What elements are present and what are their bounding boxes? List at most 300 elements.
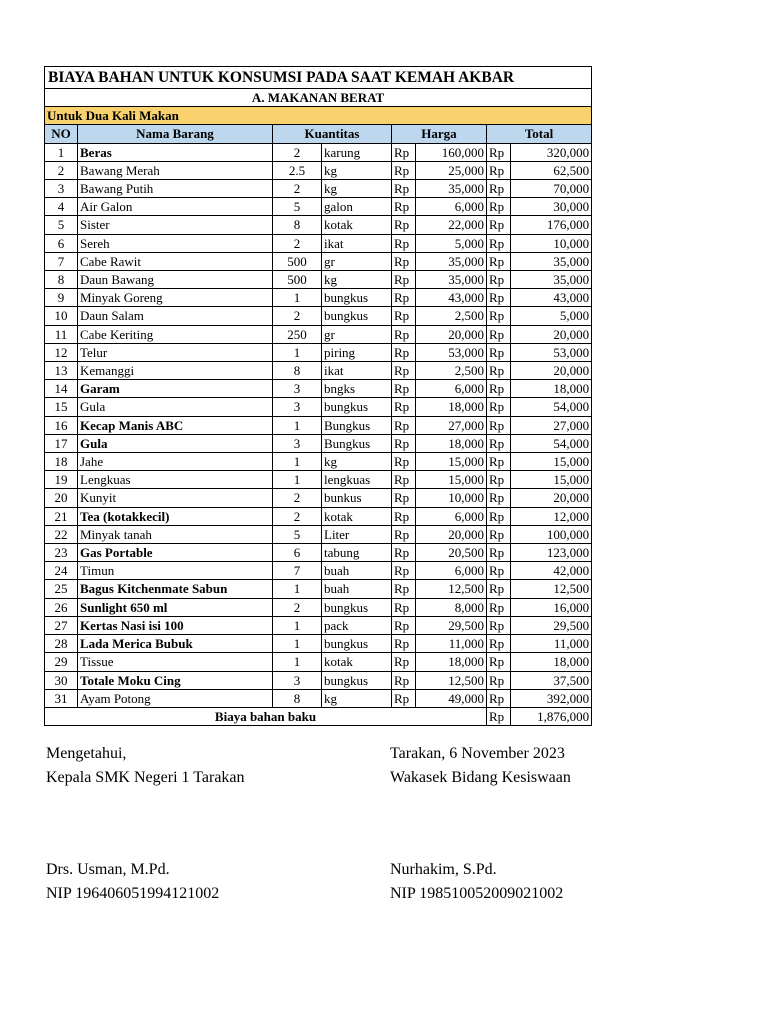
item-qty: 1 bbox=[273, 471, 322, 489]
item-name: Tissue bbox=[78, 653, 273, 671]
section-heading: A. MAKANAN BERAT bbox=[45, 89, 592, 107]
item-qty: 3 bbox=[273, 398, 322, 416]
item-qty: 1 bbox=[273, 635, 322, 653]
sig-left-nip: NIP 196406051994121002 bbox=[46, 885, 220, 902]
item-price: 43,000 bbox=[416, 289, 487, 307]
item-qty: 2.5 bbox=[273, 161, 322, 179]
item-total: 54,000 bbox=[511, 434, 592, 452]
item-no: 9 bbox=[45, 289, 78, 307]
item-no: 7 bbox=[45, 252, 78, 270]
total-currency: Rp bbox=[487, 689, 511, 707]
table-row bbox=[45, 271, 592, 289]
total-currency: Rp bbox=[487, 234, 511, 252]
total-currency: Rp bbox=[487, 252, 511, 270]
item-price: 22,000 bbox=[416, 216, 487, 234]
table-row bbox=[45, 252, 592, 270]
total-currency: Rp bbox=[487, 180, 511, 198]
total-currency: Rp bbox=[487, 416, 511, 434]
price-currency: Rp bbox=[392, 580, 416, 598]
item-unit: gr bbox=[322, 325, 392, 343]
item-total: 20,000 bbox=[511, 362, 592, 380]
total-currency: Rp bbox=[487, 616, 511, 634]
item-no: 6 bbox=[45, 234, 78, 252]
price-currency: Rp bbox=[392, 689, 416, 707]
item-unit: bungkus bbox=[322, 289, 392, 307]
item-qty: 500 bbox=[273, 271, 322, 289]
item-qty: 1 bbox=[273, 453, 322, 471]
item-total: 392,000 bbox=[511, 689, 592, 707]
cost-table bbox=[44, 66, 592, 726]
total-currency: Rp bbox=[487, 507, 511, 525]
item-name: Totale Moku Cing bbox=[78, 671, 273, 689]
item-unit: Bungkus bbox=[322, 416, 392, 434]
item-price: 18,000 bbox=[416, 653, 487, 671]
price-currency: Rp bbox=[392, 307, 416, 325]
sheet-title: BIAYA BAHAN UNTUK KONSUMSI PADA SAAT KEMAH AKBAR bbox=[45, 67, 592, 89]
item-unit: ikat bbox=[322, 362, 392, 380]
item-qty: 5 bbox=[273, 198, 322, 216]
total-currency: Rp bbox=[487, 398, 511, 416]
item-name: Air Galon bbox=[78, 198, 273, 216]
price-currency: Rp bbox=[392, 216, 416, 234]
item-unit: ikat bbox=[322, 234, 392, 252]
total-currency: Rp bbox=[487, 216, 511, 234]
item-name: Gula bbox=[78, 398, 273, 416]
item-unit: kg bbox=[322, 689, 392, 707]
total-currency: Rp bbox=[487, 380, 511, 398]
item-name: Daun Salam bbox=[78, 307, 273, 325]
table-row bbox=[45, 598, 592, 616]
item-total: 12,000 bbox=[511, 507, 592, 525]
table-row bbox=[45, 434, 592, 452]
table-row bbox=[45, 689, 592, 707]
item-unit: gr bbox=[322, 252, 392, 270]
item-no: 22 bbox=[45, 525, 78, 543]
item-no: 31 bbox=[45, 689, 78, 707]
item-no: 10 bbox=[45, 307, 78, 325]
item-name: Sunlight 650 ml bbox=[78, 598, 273, 616]
table-row bbox=[45, 362, 592, 380]
subsection-heading: Untuk Dua Kali Makan bbox=[45, 107, 592, 125]
total-currency: Rp bbox=[487, 653, 511, 671]
item-name: Jahe bbox=[78, 453, 273, 471]
item-total: 15,000 bbox=[511, 453, 592, 471]
price-currency: Rp bbox=[392, 598, 416, 616]
item-no: 15 bbox=[45, 398, 78, 416]
sig-left-line2: Kepala SMK Negeri 1 Tarakan bbox=[46, 769, 245, 786]
item-price: 35,000 bbox=[416, 271, 487, 289]
item-price: 6,000 bbox=[416, 198, 487, 216]
item-price: 15,000 bbox=[416, 453, 487, 471]
item-total: 20,000 bbox=[511, 325, 592, 343]
item-price: 6,000 bbox=[416, 507, 487, 525]
item-name: Kunyit bbox=[78, 489, 273, 507]
grand-total-value: 1,876,000 bbox=[511, 707, 592, 725]
item-name: Garam bbox=[78, 380, 273, 398]
price-currency: Rp bbox=[392, 489, 416, 507]
item-no: 30 bbox=[45, 671, 78, 689]
item-no: 25 bbox=[45, 580, 78, 598]
item-price: 5,000 bbox=[416, 234, 487, 252]
item-unit: bungkus bbox=[322, 671, 392, 689]
item-price: 15,000 bbox=[416, 471, 487, 489]
table-row bbox=[45, 453, 592, 471]
item-unit: karung bbox=[322, 143, 392, 161]
price-currency: Rp bbox=[392, 635, 416, 653]
item-qty: 5 bbox=[273, 525, 322, 543]
header-price: Harga bbox=[392, 125, 487, 143]
price-currency: Rp bbox=[392, 289, 416, 307]
item-qty: 250 bbox=[273, 325, 322, 343]
item-no: 23 bbox=[45, 544, 78, 562]
price-currency: Rp bbox=[392, 362, 416, 380]
item-name: Timun bbox=[78, 562, 273, 580]
item-name: Lada Merica Bubuk bbox=[78, 635, 273, 653]
table-row bbox=[45, 325, 592, 343]
item-qty: 3 bbox=[273, 434, 322, 452]
price-currency: Rp bbox=[392, 416, 416, 434]
item-total: 18,000 bbox=[511, 380, 592, 398]
item-total: 35,000 bbox=[511, 252, 592, 270]
table-row bbox=[45, 380, 592, 398]
signature-left bbox=[46, 742, 245, 906]
price-currency: Rp bbox=[392, 234, 416, 252]
item-unit: bungkus bbox=[322, 598, 392, 616]
item-qty: 2 bbox=[273, 598, 322, 616]
header-no: NO bbox=[45, 125, 78, 143]
price-currency: Rp bbox=[392, 271, 416, 289]
item-unit: piring bbox=[322, 343, 392, 361]
item-no: 3 bbox=[45, 180, 78, 198]
total-currency: Rp bbox=[487, 671, 511, 689]
item-name: Lengkuas bbox=[78, 471, 273, 489]
item-total: 27,000 bbox=[511, 416, 592, 434]
item-no: 16 bbox=[45, 416, 78, 434]
item-qty: 1 bbox=[273, 653, 322, 671]
item-name: Minyak Goreng bbox=[78, 289, 273, 307]
table-row bbox=[45, 307, 592, 325]
total-currency: Rp bbox=[487, 489, 511, 507]
item-qty: 3 bbox=[273, 380, 322, 398]
total-currency: Rp bbox=[487, 362, 511, 380]
total-currency: Rp bbox=[487, 598, 511, 616]
table-header bbox=[45, 125, 592, 143]
total-currency: Rp bbox=[487, 525, 511, 543]
item-unit: Bungkus bbox=[322, 434, 392, 452]
item-total: 29,500 bbox=[511, 616, 592, 634]
item-qty: 2 bbox=[273, 307, 322, 325]
item-total: 123,000 bbox=[511, 544, 592, 562]
item-unit: galon bbox=[322, 198, 392, 216]
item-price: 12,500 bbox=[416, 671, 487, 689]
item-price: 49,000 bbox=[416, 689, 487, 707]
item-unit: bungkus bbox=[322, 307, 392, 325]
table-row bbox=[45, 580, 592, 598]
item-no: 5 bbox=[45, 216, 78, 234]
total-currency: Rp bbox=[487, 143, 511, 161]
item-total: 54,000 bbox=[511, 398, 592, 416]
item-name: Cabe Rawit bbox=[78, 252, 273, 270]
item-name: Sereh bbox=[78, 234, 273, 252]
price-currency: Rp bbox=[392, 325, 416, 343]
item-price: 8,000 bbox=[416, 598, 487, 616]
item-qty: 1 bbox=[273, 616, 322, 634]
item-total: 15,000 bbox=[511, 471, 592, 489]
item-name: Kecap Manis ABC bbox=[78, 416, 273, 434]
item-no: 21 bbox=[45, 507, 78, 525]
item-total: 37,500 bbox=[511, 671, 592, 689]
sig-right-name: Nurhakim, S.Pd. bbox=[390, 861, 497, 878]
sig-right-line1: Tarakan, 6 November 2023 bbox=[390, 745, 565, 762]
item-price: 6,000 bbox=[416, 562, 487, 580]
item-unit: Liter bbox=[322, 525, 392, 543]
item-no: 19 bbox=[45, 471, 78, 489]
item-price: 25,000 bbox=[416, 161, 487, 179]
total-currency: Rp bbox=[487, 453, 511, 471]
item-unit: kg bbox=[322, 180, 392, 198]
item-price: 29,500 bbox=[416, 616, 487, 634]
price-currency: Rp bbox=[392, 161, 416, 179]
item-qty: 2 bbox=[273, 234, 322, 252]
item-total: 42,000 bbox=[511, 562, 592, 580]
item-unit: kg bbox=[322, 453, 392, 471]
price-currency: Rp bbox=[392, 671, 416, 689]
item-price: 18,000 bbox=[416, 398, 487, 416]
item-no: 1 bbox=[45, 143, 78, 161]
header-name: Nama Barang bbox=[78, 125, 273, 143]
item-price: 20,000 bbox=[416, 325, 487, 343]
item-unit: kg bbox=[322, 271, 392, 289]
item-price: 18,000 bbox=[416, 434, 487, 452]
item-qty: 8 bbox=[273, 689, 322, 707]
table-row bbox=[45, 489, 592, 507]
item-name: Kertas Nasi isi 100 bbox=[78, 616, 273, 634]
price-currency: Rp bbox=[392, 434, 416, 452]
header-qty: Kuantitas bbox=[273, 125, 392, 143]
item-qty: 2 bbox=[273, 507, 322, 525]
item-price: 35,000 bbox=[416, 252, 487, 270]
item-total: 62,500 bbox=[511, 161, 592, 179]
table-row bbox=[45, 471, 592, 489]
grand-total-currency: Rp bbox=[487, 707, 511, 725]
item-unit: buah bbox=[322, 580, 392, 598]
item-price: 20,500 bbox=[416, 544, 487, 562]
item-total: 70,000 bbox=[511, 180, 592, 198]
item-qty: 500 bbox=[273, 252, 322, 270]
table-row bbox=[45, 507, 592, 525]
item-price: 20,000 bbox=[416, 525, 487, 543]
price-currency: Rp bbox=[392, 453, 416, 471]
item-qty: 1 bbox=[273, 416, 322, 434]
item-name: Sister bbox=[78, 216, 273, 234]
item-unit: kotak bbox=[322, 507, 392, 525]
total-currency: Rp bbox=[487, 271, 511, 289]
item-no: 12 bbox=[45, 343, 78, 361]
total-currency: Rp bbox=[487, 434, 511, 452]
item-no: 17 bbox=[45, 434, 78, 452]
table-row bbox=[45, 343, 592, 361]
item-total: 176,000 bbox=[511, 216, 592, 234]
item-name: Bawang Putih bbox=[78, 180, 273, 198]
item-no: 4 bbox=[45, 198, 78, 216]
total-currency: Rp bbox=[487, 544, 511, 562]
item-qty: 8 bbox=[273, 362, 322, 380]
table-row bbox=[45, 398, 592, 416]
item-total: 35,000 bbox=[511, 271, 592, 289]
item-no: 8 bbox=[45, 271, 78, 289]
item-name: Minyak tanah bbox=[78, 525, 273, 543]
table-row bbox=[45, 143, 592, 161]
total-currency: Rp bbox=[487, 198, 511, 216]
total-currency: Rp bbox=[487, 635, 511, 653]
table-row bbox=[45, 234, 592, 252]
item-no: 14 bbox=[45, 380, 78, 398]
header-total: Total bbox=[487, 125, 592, 143]
item-price: 6,000 bbox=[416, 380, 487, 398]
item-total: 11,000 bbox=[511, 635, 592, 653]
price-currency: Rp bbox=[392, 562, 416, 580]
item-qty: 2 bbox=[273, 180, 322, 198]
item-qty: 7 bbox=[273, 562, 322, 580]
table-row bbox=[45, 216, 592, 234]
item-price: 10,000 bbox=[416, 489, 487, 507]
item-no: 2 bbox=[45, 161, 78, 179]
item-total: 320,000 bbox=[511, 143, 592, 161]
item-qty: 1 bbox=[273, 289, 322, 307]
item-price: 35,000 bbox=[416, 180, 487, 198]
item-name: Gas Portable bbox=[78, 544, 273, 562]
item-price: 160,000 bbox=[416, 143, 487, 161]
total-currency: Rp bbox=[487, 343, 511, 361]
item-total: 18,000 bbox=[511, 653, 592, 671]
item-no: 27 bbox=[45, 616, 78, 634]
item-no: 28 bbox=[45, 635, 78, 653]
item-unit: kg bbox=[322, 161, 392, 179]
total-currency: Rp bbox=[487, 307, 511, 325]
price-currency: Rp bbox=[392, 507, 416, 525]
item-no: 13 bbox=[45, 362, 78, 380]
item-no: 26 bbox=[45, 598, 78, 616]
total-currency: Rp bbox=[487, 325, 511, 343]
item-qty: 2 bbox=[273, 143, 322, 161]
item-total: 12,500 bbox=[511, 580, 592, 598]
item-no: 24 bbox=[45, 562, 78, 580]
price-currency: Rp bbox=[392, 198, 416, 216]
item-no: 18 bbox=[45, 453, 78, 471]
item-total: 5,000 bbox=[511, 307, 592, 325]
total-currency: Rp bbox=[487, 471, 511, 489]
table-row bbox=[45, 525, 592, 543]
table-row bbox=[45, 289, 592, 307]
price-currency: Rp bbox=[392, 180, 416, 198]
item-unit: kotak bbox=[322, 216, 392, 234]
item-price: 27,000 bbox=[416, 416, 487, 434]
item-unit: bungkus bbox=[322, 398, 392, 416]
total-currency: Rp bbox=[487, 562, 511, 580]
table-row bbox=[45, 180, 592, 198]
item-unit: tabung bbox=[322, 544, 392, 562]
item-unit: pack bbox=[322, 616, 392, 634]
total-currency: Rp bbox=[487, 289, 511, 307]
table-row bbox=[45, 635, 592, 653]
total-currency: Rp bbox=[487, 161, 511, 179]
table-row bbox=[45, 562, 592, 580]
price-currency: Rp bbox=[392, 653, 416, 671]
price-currency: Rp bbox=[392, 343, 416, 361]
grand-total-label: Biaya bahan baku bbox=[45, 707, 487, 725]
item-price: 2,500 bbox=[416, 307, 487, 325]
price-currency: Rp bbox=[392, 398, 416, 416]
price-currency: Rp bbox=[392, 471, 416, 489]
price-currency: Rp bbox=[392, 525, 416, 543]
table-row bbox=[45, 198, 592, 216]
sig-left-name: Drs. Usman, M.Pd. bbox=[46, 861, 170, 878]
item-qty: 8 bbox=[273, 216, 322, 234]
sig-right-line2: Wakasek Bidang Kesiswaan bbox=[390, 769, 571, 786]
table-row bbox=[45, 616, 592, 634]
item-total: 100,000 bbox=[511, 525, 592, 543]
item-unit: bungkus bbox=[322, 635, 392, 653]
item-unit: buah bbox=[322, 562, 392, 580]
item-unit: bunkus bbox=[322, 489, 392, 507]
table-row bbox=[45, 653, 592, 671]
item-unit: bngks bbox=[322, 380, 392, 398]
item-qty: 3 bbox=[273, 671, 322, 689]
item-qty: 6 bbox=[273, 544, 322, 562]
table-row bbox=[45, 416, 592, 434]
signature-right bbox=[390, 742, 571, 906]
price-currency: Rp bbox=[392, 544, 416, 562]
item-total: 16,000 bbox=[511, 598, 592, 616]
item-price: 53,000 bbox=[416, 343, 487, 361]
grand-total-row bbox=[45, 707, 592, 725]
item-name: Cabe Keriting bbox=[78, 325, 273, 343]
item-unit: lengkuas bbox=[322, 471, 392, 489]
item-no: 11 bbox=[45, 325, 78, 343]
item-name: Bagus Kitchenmate Sabun bbox=[78, 580, 273, 598]
item-qty: 1 bbox=[273, 580, 322, 598]
price-currency: Rp bbox=[392, 143, 416, 161]
item-name: Tea (kotakkecil) bbox=[78, 507, 273, 525]
sig-right-nip: NIP 198510052009021002 bbox=[390, 885, 564, 902]
cost-sheet bbox=[44, 66, 591, 726]
table-row bbox=[45, 544, 592, 562]
item-total: 53,000 bbox=[511, 343, 592, 361]
table-row bbox=[45, 161, 592, 179]
item-total: 20,000 bbox=[511, 489, 592, 507]
sig-left-line1: Mengetahui, bbox=[46, 745, 127, 762]
price-currency: Rp bbox=[392, 616, 416, 634]
item-price: 11,000 bbox=[416, 635, 487, 653]
item-name: Beras bbox=[78, 143, 273, 161]
item-total: 30,000 bbox=[511, 198, 592, 216]
item-no: 29 bbox=[45, 653, 78, 671]
table-row bbox=[45, 671, 592, 689]
item-no: 20 bbox=[45, 489, 78, 507]
item-name: Kemanggi bbox=[78, 362, 273, 380]
item-total: 43,000 bbox=[511, 289, 592, 307]
item-qty: 1 bbox=[273, 343, 322, 361]
item-price: 12,500 bbox=[416, 580, 487, 598]
item-name: Ayam Potong bbox=[78, 689, 273, 707]
price-currency: Rp bbox=[392, 252, 416, 270]
item-name: Telur bbox=[78, 343, 273, 361]
item-name: Daun Bawang bbox=[78, 271, 273, 289]
item-total: 10,000 bbox=[511, 234, 592, 252]
item-unit: kotak bbox=[322, 653, 392, 671]
price-currency: Rp bbox=[392, 380, 416, 398]
item-name: Gula bbox=[78, 434, 273, 452]
